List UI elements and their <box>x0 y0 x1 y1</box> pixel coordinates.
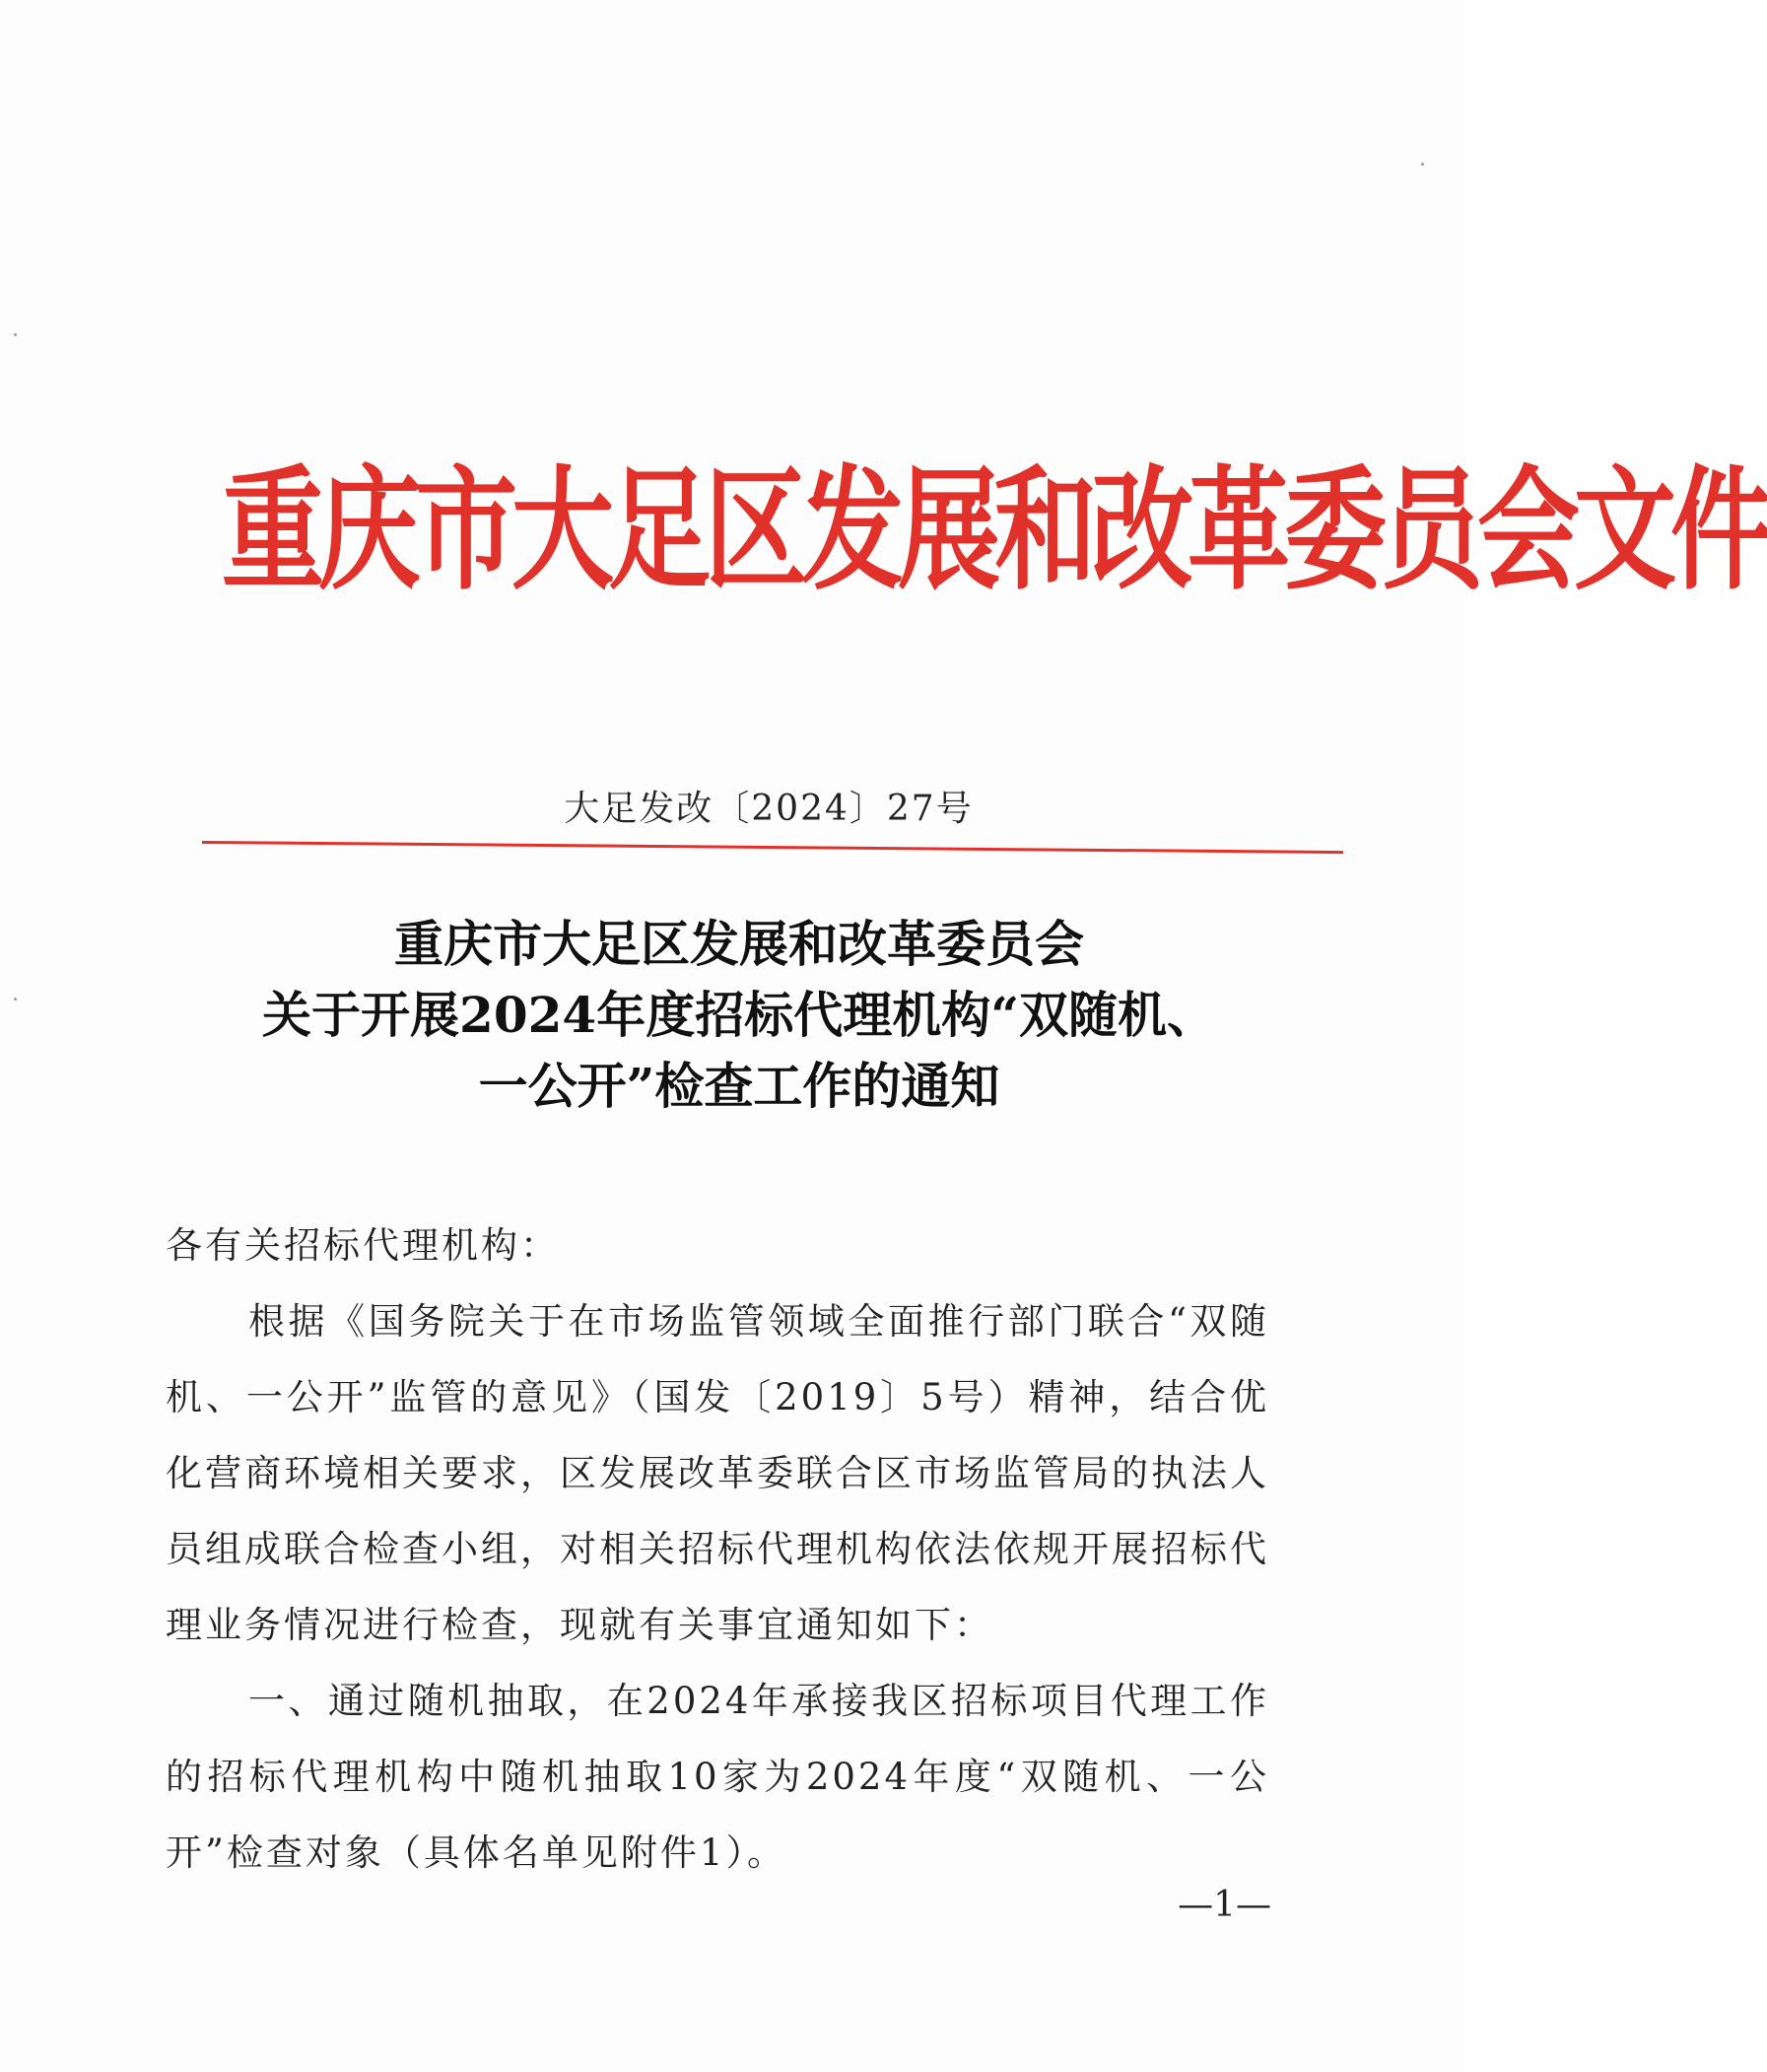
salutation: 各有关招标代理机构： <box>166 1224 560 1267</box>
scan-speck <box>14 998 17 1001</box>
page-number: —1— <box>1178 1885 1271 1925</box>
document-masthead: 重庆市大足区发展和改革委员会文件 <box>222 451 1767 609</box>
body-paragraph-1: 根据《国务院关于在市场监管领域全面推行部门联合“双随机、一公开”监管的意见》（国发〔2019〕5号）精神，结合优化营商环境相关要求，区发展改革委联合区市场监管局的执法人员组成联合检查小组，对相关招标代理机构依法依规开展招标代理业务情况进行检查，现就有关事宜通知如下： <box>166 1300 1269 1646</box>
scan-speck <box>14 333 17 336</box>
scan-speck <box>1421 163 1424 166</box>
document-title <box>148 909 1330 1122</box>
title-line-2: 关于开展2024年度招标代理机构“双随机、 <box>262 986 1216 1044</box>
title-line-3: 一公开”检查工作的通知 <box>478 1057 1000 1115</box>
body-paragraph-2: 一、通过随机抽取，在2024年承接我区招标项目代理工作的招标代理机构中随机抽取10家为2024年度“双随机、一公开”检查对象（具体名单见附件1）。 <box>166 1680 1269 1874</box>
masthead-separator-rule <box>202 841 1343 854</box>
title-line-1: 重庆市大足区发展和改革委员会 <box>394 915 1084 973</box>
document-number: 大足发改〔2024〕27号 <box>564 789 974 829</box>
